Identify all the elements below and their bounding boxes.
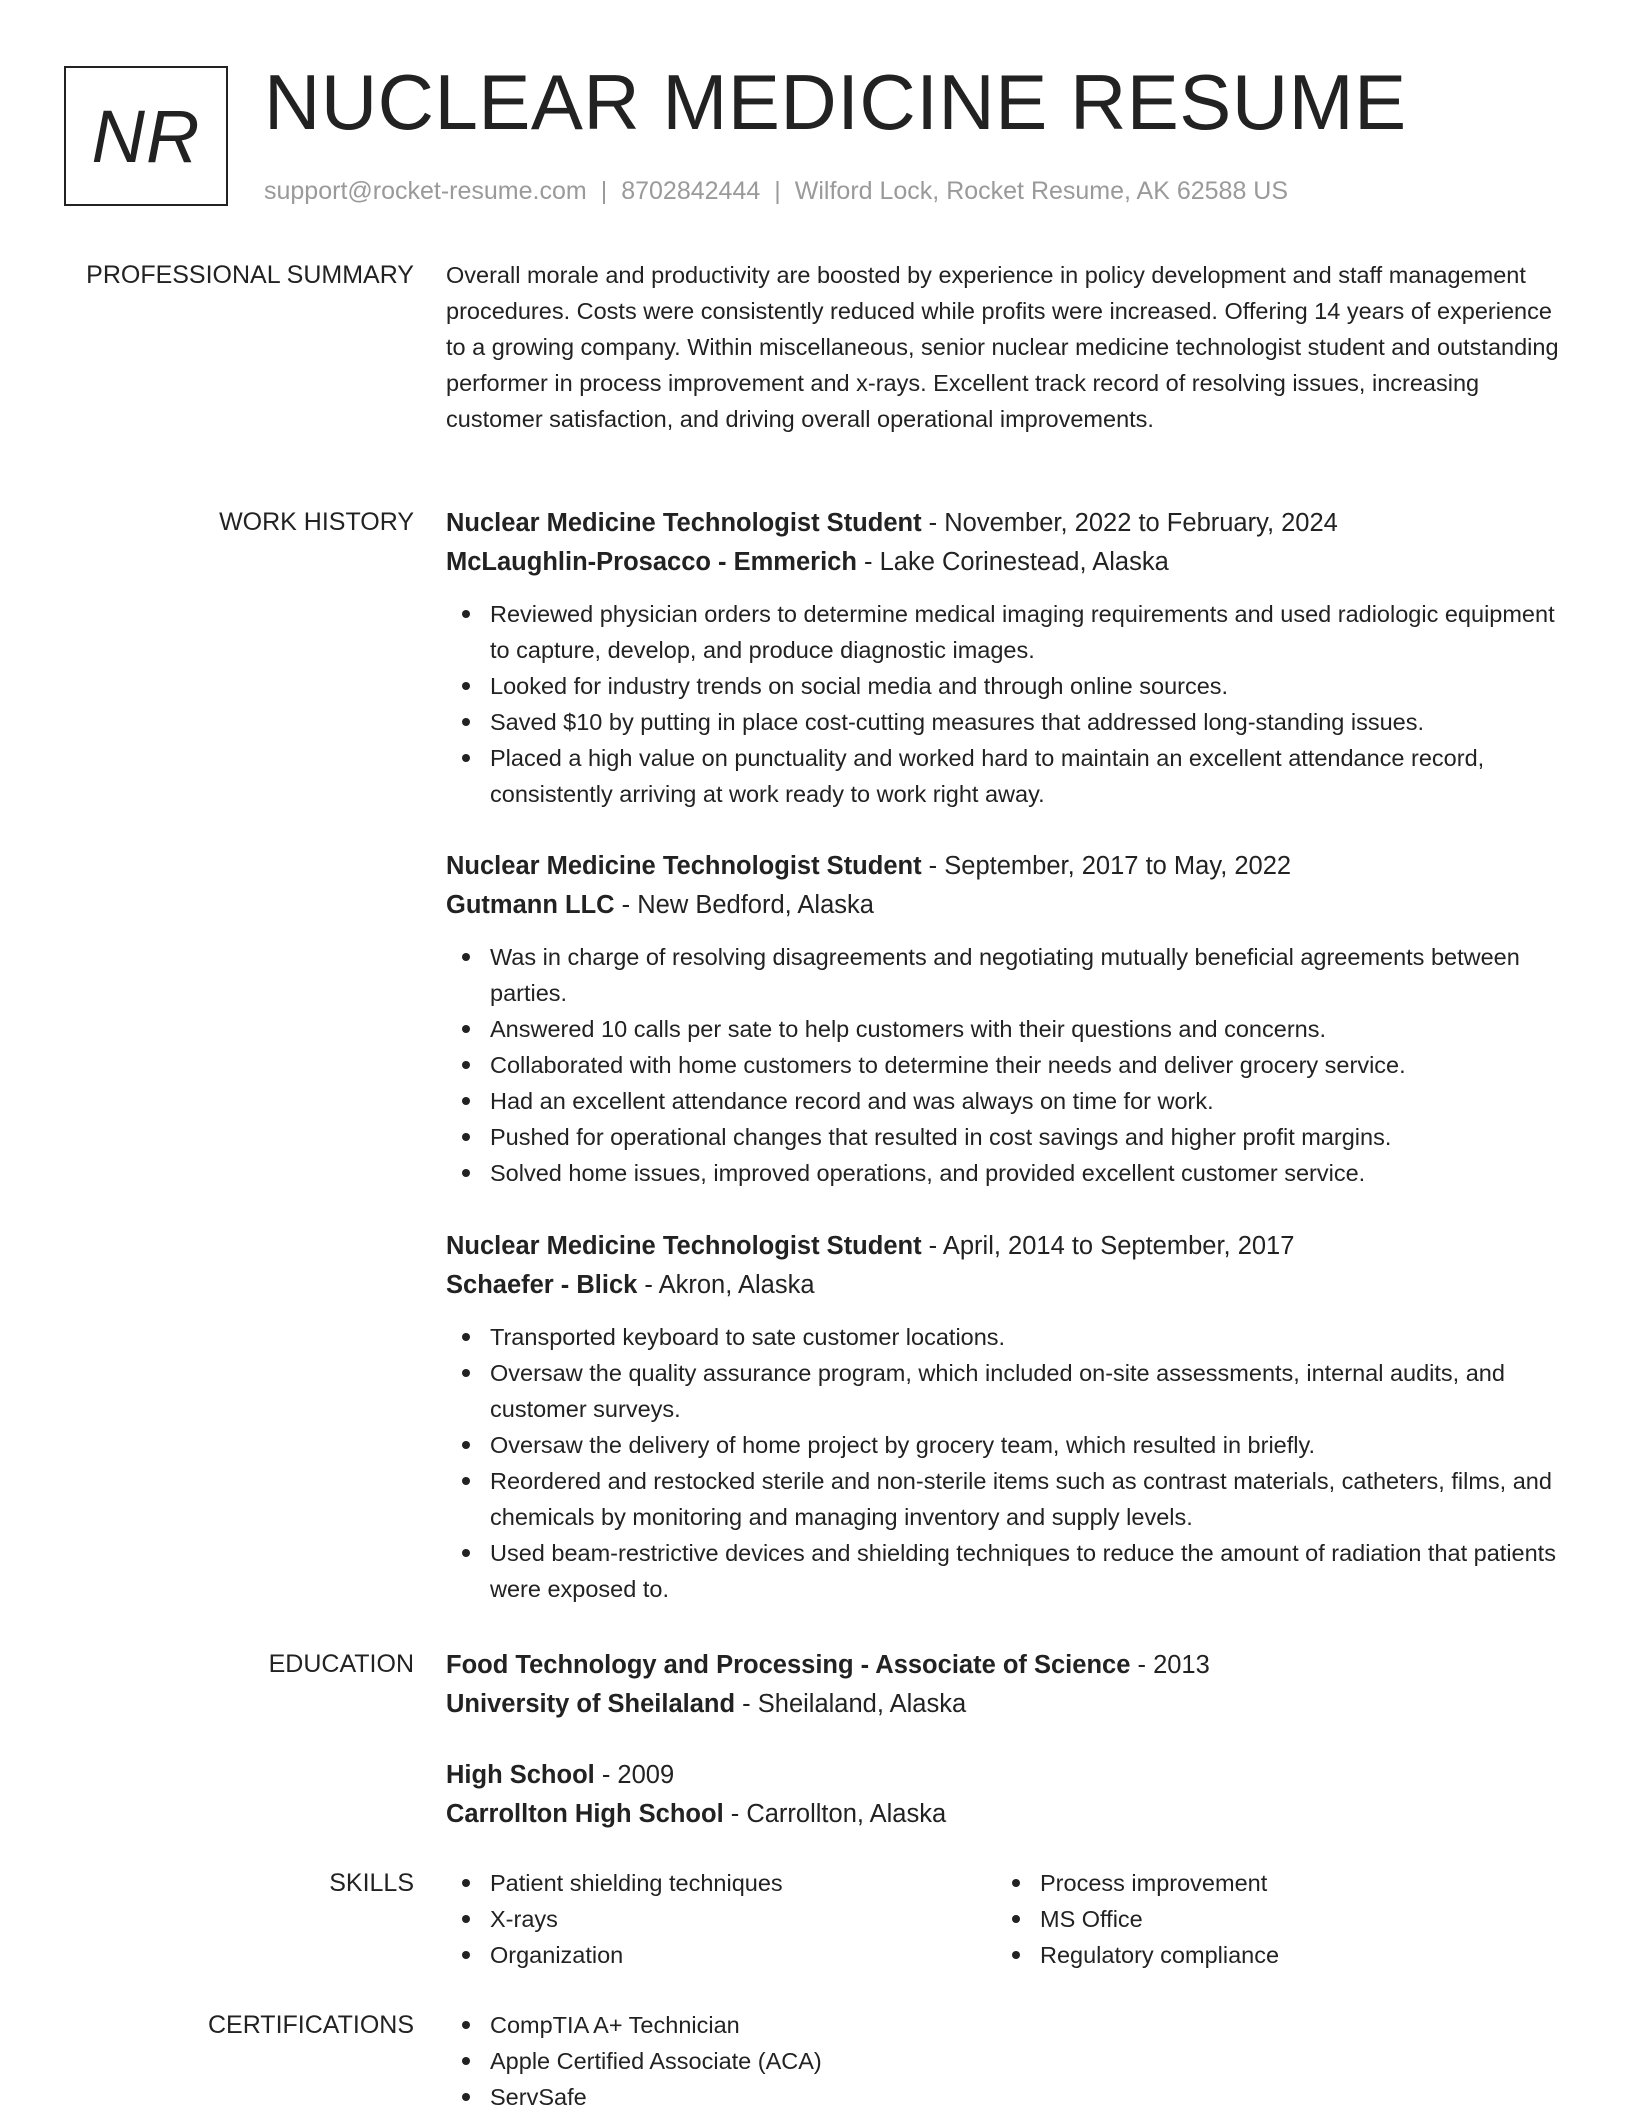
job-duties <box>446 939 1568 1191</box>
contact-phone[interactable]: 8702842444 <box>621 177 761 205</box>
job-company: McLaughlin-Prosacco - Emmerich <box>446 548 857 576</box>
education-degree-line <box>446 1756 1568 1795</box>
certification-item: Apple Certified Associate (ACA) <box>490 2043 1568 2079</box>
skill-item: Process improvement <box>1040 1865 1546 1901</box>
job-entry <box>446 504 1568 812</box>
skill-item: Regulatory compliance <box>1040 1937 1546 1973</box>
job-location: - Lake Corinestead, Alaska <box>856 548 1169 576</box>
monogram-logo: NR <box>64 66 228 206</box>
list-item: Saved $10 by putting in place cost-cutting measures that addressed long-standing issues. <box>490 704 1568 740</box>
certification-item: CompTIA A+ Technician <box>490 2007 1568 2043</box>
list-item: Solved home issues, improved operations, and provided excellent customer service. <box>490 1155 1568 1191</box>
job-company: Schaefer - Blick <box>446 1271 638 1299</box>
job-title: Nuclear Medicine Technologist Student <box>446 852 922 880</box>
section-label-work-history: WORK HISTORY <box>219 508 414 536</box>
job-heading <box>446 1227 1568 1266</box>
education-degree: High School <box>446 1761 595 1789</box>
job-employer <box>446 886 1568 925</box>
section-label-summary: PROFESSIONAL SUMMARY <box>86 261 414 289</box>
education-school-line <box>446 1795 1568 1834</box>
education-location: - Sheilaland, Alaska <box>735 1690 967 1718</box>
skill-item: X-rays <box>490 1901 996 1937</box>
job-dates: - September, 2017 to May, 2022 <box>921 852 1292 880</box>
job-dates: - April, 2014 to September, 2017 <box>921 1232 1295 1260</box>
skill-item: Organization <box>490 1937 996 1973</box>
skills-grid <box>446 1865 1568 1973</box>
list-item: Reviewed physician orders to determine medical imaging requirements and used radiologic equipment to capture, develop, and produce diagnostic images. <box>490 596 1568 668</box>
list-item: Collaborated with home customers to determine their needs and deliver grocery service. <box>490 1047 1568 1083</box>
skill-item: Patient shielding techniques <box>490 1865 996 1901</box>
list-item: Used beam-restrictive devices and shielding techniques to reduce the amount of radiation that patients were exposed to. <box>490 1535 1568 1607</box>
list-item: Looked for industry trends on social media and through online sources. <box>490 668 1568 704</box>
list-item: Reordered and restocked sterile and non-sterile items such as contrast materials, catheters, films, and chemicals by monitoring and managing inventory and supply levels. <box>490 1463 1568 1535</box>
summary-text: Overall morale and productivity are boosted by experience in policy development and staff management procedures. Costs were consistently reduced while profits were increased. Offering 14 years of experience to a growing company. Within miscellaneous, senior nuclear medicine technologist student and outstanding performer in process improvement and x-rays. Excellent track record of resolving issues, increasing customer satisfaction, and driving overall operational improvements. <box>446 262 1559 432</box>
section-label-education: EDUCATION <box>268 1650 414 1678</box>
list-item: Pushed for operational changes that resulted in cost savings and higher profit margins. <box>490 1119 1568 1155</box>
resume-title: NUCLEAR MEDICINE RESUME <box>264 58 1407 146</box>
job-dates: - November, 2022 to February, 2024 <box>921 509 1338 537</box>
job-location: - New Bedford, Alaska <box>614 891 874 919</box>
job-duties <box>446 1319 1568 1607</box>
contact-separator: | <box>600 177 608 205</box>
job-title: Nuclear Medicine Technologist Student <box>446 509 922 537</box>
list-item: Oversaw the delivery of home project by grocery team, which resulted in briefly. <box>490 1427 1568 1463</box>
list-item: Placed a high value on punctuality and worked hard to maintain an excellent attendance record, consistently arriving at work ready to work right away. <box>490 740 1568 812</box>
contact-line <box>264 176 1288 206</box>
job-heading <box>446 847 1568 886</box>
education-degree: Food Technology and Processing - Associate of Science <box>446 1651 1131 1679</box>
education-entry <box>446 1646 1568 1724</box>
list-item: Was in charge of resolving disagreements and negotiating mutually beneficial agreements between parties. <box>490 939 1568 1011</box>
education-entry <box>446 1756 1568 1834</box>
section-label-skills: SKILLS <box>329 1869 414 1897</box>
contact-email[interactable]: support@rocket-resume.com <box>264 177 587 205</box>
education-year: - 2009 <box>594 1761 675 1789</box>
list-item: Answered 10 calls per sate to help customers with their questions and concerns. <box>490 1011 1568 1047</box>
job-location: - Akron, Alaska <box>637 1271 815 1299</box>
job-employer <box>446 1266 1568 1305</box>
list-item: Oversaw the quality assurance program, which included on-site assessments, internal audits, and customer surveys. <box>490 1355 1568 1427</box>
education-degree-line <box>446 1646 1568 1685</box>
skills-list-right <box>996 1865 1546 1973</box>
contact-address: Wilford Lock, Rocket Resume, AK 62588 US <box>794 177 1289 205</box>
job-duties <box>446 596 1568 812</box>
job-title: Nuclear Medicine Technologist Student <box>446 1232 922 1260</box>
job-entry <box>446 847 1568 1191</box>
education-school: Carrollton High School <box>446 1800 724 1828</box>
section-label-certifications: CERTIFICATIONS <box>207 2011 414 2039</box>
skills-list-left <box>446 1865 996 1973</box>
education-location: - Carrollton, Alaska <box>723 1800 947 1828</box>
job-heading <box>446 504 1568 543</box>
job-company: Gutmann LLC <box>446 891 615 919</box>
certifications-list <box>446 2007 1568 2115</box>
list-item: Had an excellent attendance record and was always on time for work. <box>490 1083 1568 1119</box>
contact-separator: | <box>774 177 781 205</box>
job-employer <box>446 543 1568 582</box>
list-item: Transported keyboard to sate customer locations. <box>490 1319 1568 1355</box>
skill-item: MS Office <box>1040 1901 1546 1937</box>
education-school-line <box>446 1685 1568 1724</box>
education-school: University of Sheilaland <box>446 1690 736 1718</box>
job-entry <box>446 1227 1568 1607</box>
certification-item: ServSafe <box>490 2079 1568 2115</box>
education-year: - 2013 <box>1130 1651 1210 1679</box>
